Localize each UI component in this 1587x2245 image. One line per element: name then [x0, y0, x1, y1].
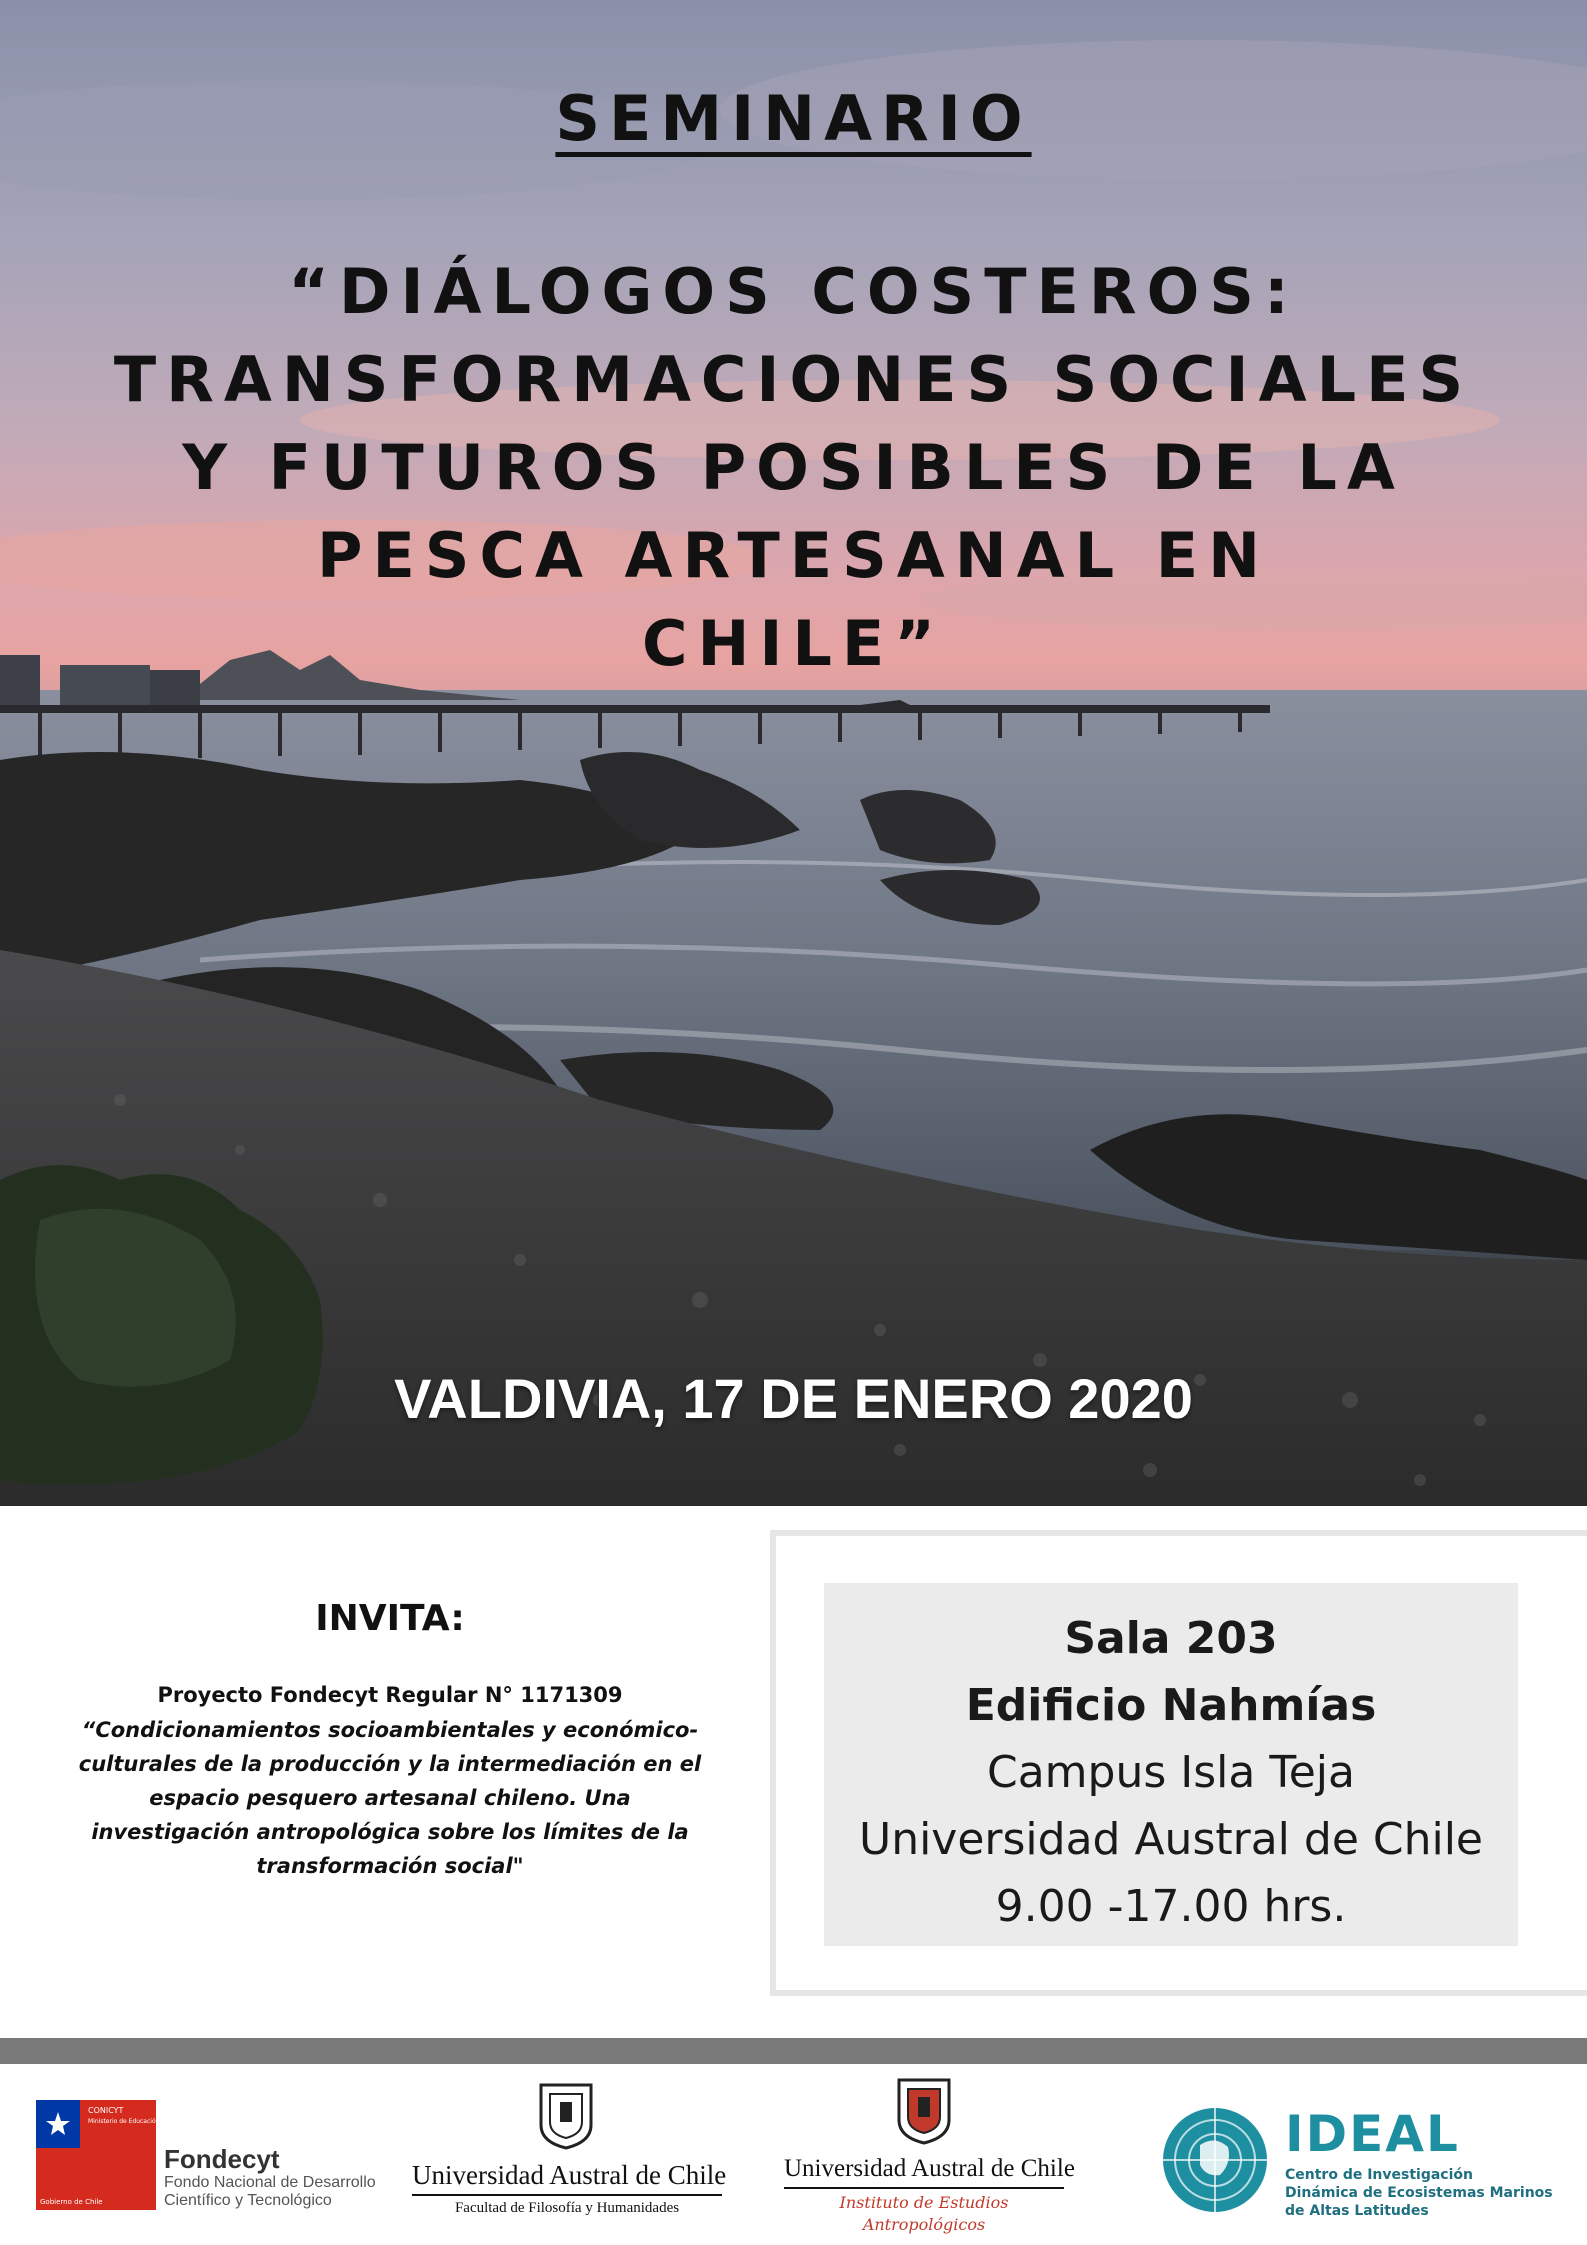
uach-anthropology-logo	[784, 2075, 1075, 2240]
uach-crest-icon	[536, 2080, 596, 2150]
venue-hours: 9.00 -17.00 hrs.	[995, 1881, 1347, 1932]
ideal-name: IDEAL	[1285, 2105, 1460, 2163]
fondecyt-line1: Fondo Nacional de Desarrollo	[164, 2174, 376, 2191]
description-line: culturales de la producción y la intermediación en el	[78, 1752, 702, 1776]
description-line: investigación antropológica sobre los límites de la	[91, 1820, 689, 1844]
invita-label: INVITA:	[315, 1598, 465, 1639]
ministry-label: Ministerio de Educación	[88, 2118, 160, 2125]
title-line: “DIÁLOGOS COSTEROS:	[288, 255, 1299, 328]
venue-building: Edificio Nahmías	[965, 1680, 1377, 1731]
venue-university: Universidad Austral de Chile	[858, 1814, 1483, 1865]
institute-line2: Antropológicos	[862, 2215, 986, 2234]
project-id: Proyecto Fondecyt Regular N° 1171309	[157, 1683, 623, 1707]
footer-divider	[0, 2038, 1587, 2064]
venue-box	[824, 1583, 1518, 1946]
ideal-line3: de Altas Latitudes	[1285, 2203, 1429, 2219]
title-line: CHILE”	[641, 607, 946, 680]
ideal-line2: Dinámica de Ecosistemas Marinos	[1285, 2185, 1553, 2201]
chile-gov-emblem-icon	[36, 2100, 156, 2210]
venue-room: Sala 203	[1064, 1613, 1278, 1664]
invita-section	[60, 1598, 720, 1883]
event-date-location: VALDIVIA, 17 DE ENERO 2020	[394, 1367, 1193, 1430]
conicyt-label: CONICYT	[88, 2106, 124, 2115]
uach-name: Universidad Austral de Chile	[784, 2155, 1075, 2182]
title-line: PESCA ARTESANAL EN	[317, 519, 1270, 592]
uach-name: Universidad Austral de Chile	[412, 2160, 727, 2190]
fondecyt-line2: Científico y Tecnológico	[164, 2192, 332, 2209]
title-line: TRANSFORMACIONES SOCIALES	[113, 343, 1474, 416]
uach-crest-icon	[894, 2075, 954, 2145]
institute-line1: Instituto de Estudios	[839, 2193, 1009, 2212]
seminar-label: SEMINARIO	[555, 82, 1032, 155]
ideal-globe-icon	[1160, 2105, 1270, 2215]
description-line: transformación social"	[256, 1854, 524, 1878]
ideal-logo	[1160, 2105, 1560, 2225]
description-line: espacio pesquero artesanal chileno. Una	[149, 1786, 631, 1810]
title-line: Y FUTUROS POSIBLES DE LA	[182, 431, 1405, 504]
venue-campus: Campus Isla Teja	[986, 1747, 1355, 1798]
fondecyt-logo	[36, 2100, 376, 2210]
seminar-title	[0, 248, 1587, 688]
gov-label: Gobierno de Chile	[40, 2198, 103, 2206]
ideal-line1: Centro de Investigación	[1285, 2167, 1473, 2183]
project-description	[60, 1713, 720, 1883]
description-line: “Condicionamientos socioambientales y económico-	[81, 1718, 699, 1742]
faculty-name: Facultad de Filosofía y Humanidades	[454, 2200, 680, 2216]
fondecyt-name: Fondecyt	[164, 2144, 280, 2174]
uach-philosophy-logo	[412, 2080, 727, 2220]
